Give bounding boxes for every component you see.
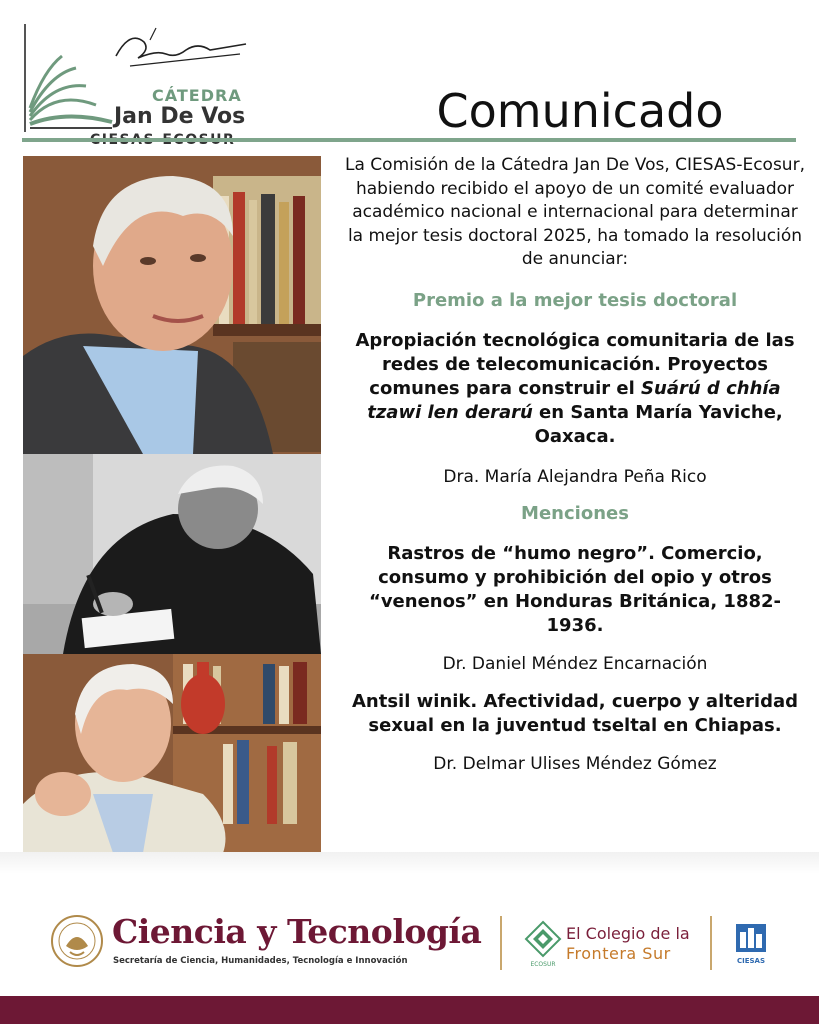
header-divider <box>22 138 796 142</box>
mentions-heading: Menciones <box>521 502 629 524</box>
prize-thesis-italic: Suárú d chhía tzawi len derarú <box>367 377 781 423</box>
bottom-color-bar <box>0 996 819 1024</box>
prize-thesis-part1: Apropiación tecnológica comunitaria de las redes de telecomunicación. Proyectos comunes para construir el <box>355 329 795 399</box>
portrait-photo-writing <box>23 454 321 654</box>
catedra-jan-de-vos-logo <box>22 20 252 138</box>
mention-author: Dr. Delmar Ulises Méndez Gómez <box>433 753 717 774</box>
photo-column <box>23 156 321 853</box>
ecosur-name-line1: El Colegio de la <box>566 924 690 943</box>
page-title: Comunicado <box>436 84 724 138</box>
footer-fade <box>0 852 819 874</box>
prize-heading: Premio a la mejor tesis doctoral <box>412 289 738 311</box>
mexico-seal-icon <box>50 914 104 968</box>
logo-name-text: Jan De Vos <box>114 104 246 129</box>
portrait-photo-speaking <box>23 654 321 853</box>
prize-thesis-part2: en Santa María Yaviche, Oaxaca. <box>532 401 783 447</box>
footer-separator <box>710 916 712 970</box>
ciencia-tecnologia-subtitle: Secretaría de Ciencia, Humanidades, Tecnología e Innovación <box>113 956 408 966</box>
open-book-icon <box>26 50 116 130</box>
intro-paragraph: La Comisión de la Cátedra Jan De Vos, CIESAS-Ecosur, habiendo recibido el apoyo de un comité evaluador académico nacional e internacional para determinar la mejor tesis doctoral 2025, ha tomado la resolución de anunciar: <box>345 155 805 269</box>
prize-author: Dra. María Alejandra Peña Rico <box>443 466 707 487</box>
logo-catedra-text: CÁTEDRA <box>152 86 242 105</box>
mention-author: Dr. Daniel Méndez Encarnación <box>442 653 708 674</box>
signature-icon <box>110 20 250 80</box>
ecosur-name-line2: Frontera Sur <box>566 944 671 963</box>
footer-separator <box>500 916 502 970</box>
prize-thesis-title <box>345 329 805 449</box>
ciesas-icon-label: CIESAS <box>736 957 766 965</box>
ecosur-logo-icon <box>524 920 562 968</box>
mention-thesis-title: Antsil winik. Afectividad, cuerpo y alteridad sexual en la juventud tseltal en Chiapas. <box>351 690 799 736</box>
ecosur-icon-label: ECOSUR <box>530 961 556 968</box>
mention-thesis-title: Rastros de “humo negro”. Comercio, consumo y prohibición del opio y otros “venenos” en Honduras Británica, 1882-1936. <box>368 542 781 636</box>
announcement-body <box>345 154 805 774</box>
ciesas-logo-icon <box>734 922 768 966</box>
portrait-photo-color <box>23 156 321 454</box>
ciencia-tecnologia-title: Ciencia y Tecnología <box>112 912 482 951</box>
